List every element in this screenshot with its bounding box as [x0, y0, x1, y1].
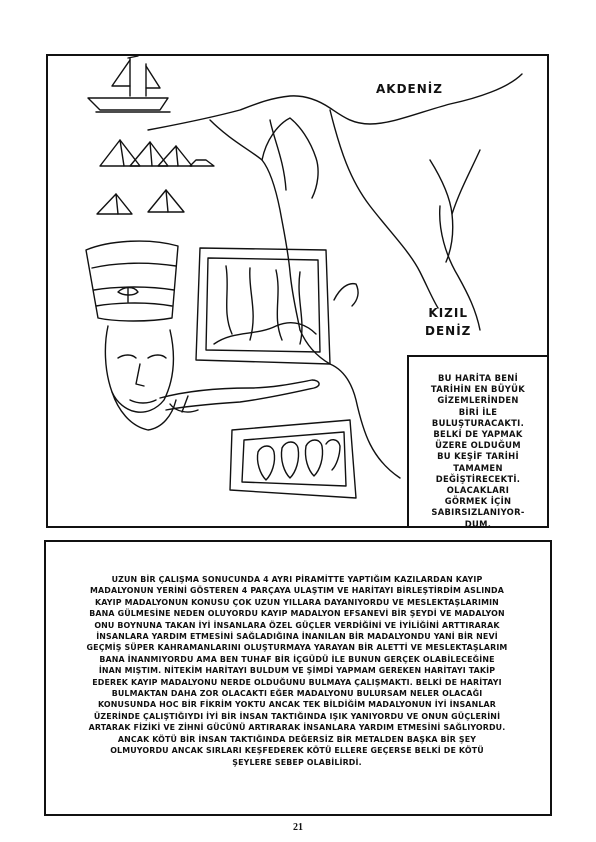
mediterranean-sea-label: AKDENİZ — [376, 82, 443, 96]
caption-text: BU HARİTA BENİ TARİHİN EN BÜYÜK GİZEMLERİNDEN BİRİ İLE BULUŞTURACAKTI. BELKİ DE YAPMAK ÜZERE OLDUĞUM BU KEŞİF TARİHİ TAMAMEN DEĞİŞTİRECEKTİ. OLACAKLARI GÖRMEK İÇİN SABIRSIZLANIYOR- DUM. — [430, 373, 526, 529]
crocodile-drawing — [160, 380, 319, 412]
red-sea-label: KIZIL DENİZ — [425, 306, 472, 338]
stone-relief-drawing — [230, 420, 356, 498]
caption-box — [407, 355, 549, 528]
story-text: UZUN BİR ÇALIŞMA SONUCUNDA 4 AYRI PİRAMİTTE YAPTIĞIM KAZILARDAN KAYIP MADALYONUN YERİNİ GÖSTEREN 4 PARÇAYA ULAŞTIM VE HARİTAYI BİRLEŞTİRDİM ASLINDA KAYIP MADALYONUN KONUSU ÇOK UZUN YILLARA DAYANIYORDU VE MESLEKTAŞLARIMIN BANA GÜLMESİNE NEDEN OLUYORDU KAYIP MADALYON EFSANEVİ BİR ŞEYDİ VE MADALYON ONU BOYNUNA TAKAN İYİ İNSANLARA ÖZEL GÜÇLER VERDİĞİNİ VE İYİLİĞİNİ ARTTIRARAK İNSANLARA YARDIM ETMESİNİ SAĞLADIĞINA İNANILAN BİR MADALYONDU YANİ BİR NEVİ GEÇMİŞ SÜPER KAHRAMANLARINI OLUŞTURMAYA YARAYAN BİR ALETTİ VE MESLEKTAŞLARIM BANA İNANMIYORDU AMA BEN TUHAF BİR İÇGÜDÜ İLE BUNUN GERÇEK OLABİLECEĞİNE İNAN MIŞTIM. NİTEKİM HARİTAYI BULDUM VE ŞİMDİ YAPMAM GEREKEN HARİTAYI TAKİP EDEREK KAYIP MADALYONU NERDE OLDUĞUNU BULMAYA ÇALIŞMAKTI. BELKİ DE HARİTAYI BULMAKTAN DAHA ZOR OLACAKTI EĞER MADALYONU BULURSAM NELER OLACAĞI KONUSUNDA HOC BİR FİKRİM YOKTU ANCAK TEK BİLDİĞİM MADALYONUN İYİ İNSANLAR ÜZERİNDE ÇALIŞTIĞIYDI İYİ BİR İNSAN TAKTIĞINDA IŞIK YANIYORDU VE ONUN GÜÇLERİNİ ARTARAK FİZİKİ VE ZİHNİ GÜCÜNÜ ARTIRARAK İNSANLARA YARDIM ETMESİNİ SAĞLIYORDU. ANCAK KÖTÜ BİR İNSAN TAKTIĞINDA DEĞERSİZ BİR METALDEN BAŞKA BİR ŞEY OLMUYORDU ANCAK SIRLARI KEŞFEDEREK KÖTÜ ELLERE GEÇERSE BELKİ DE KÖTÜ ŞEYLERE SEBEP OLABİLİRDİ. — [86, 575, 508, 767]
pharaoh-head-drawing — [86, 241, 178, 430]
pyramids-drawing — [97, 140, 214, 214]
page-number: 21 — [293, 822, 303, 833]
ship-drawing — [88, 56, 170, 112]
